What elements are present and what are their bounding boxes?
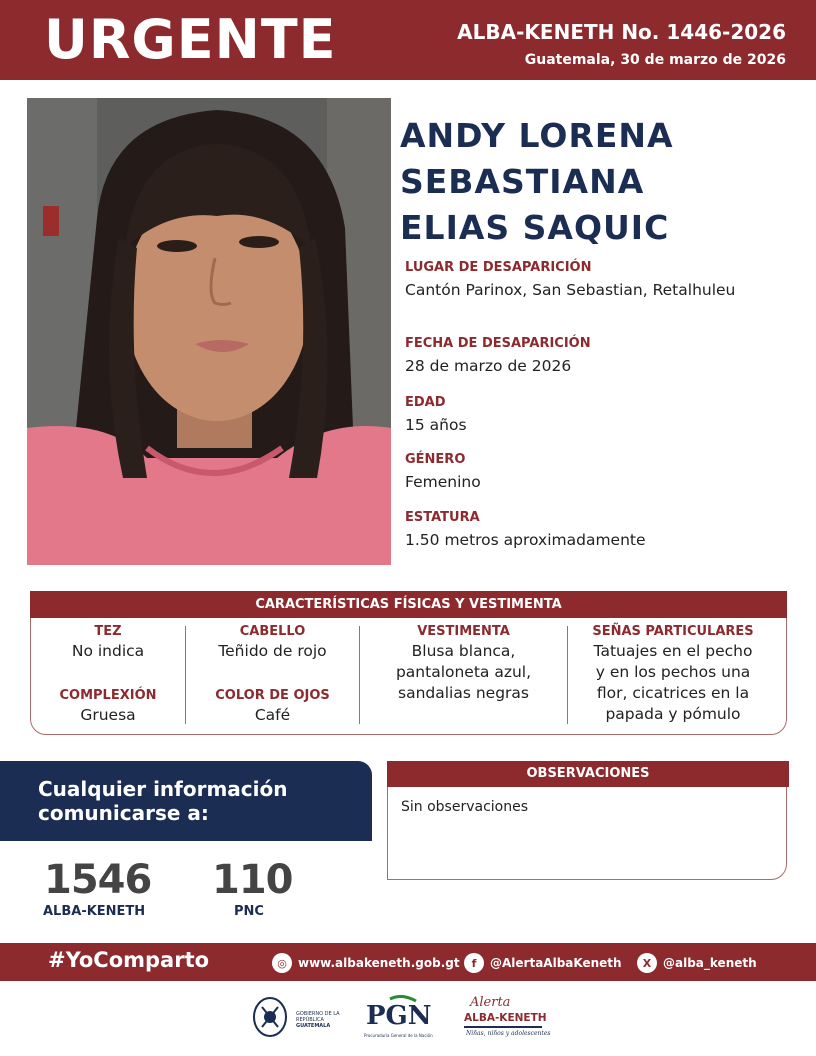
marks-line: papada y pómulo [605,705,741,723]
hair-block [186,624,359,662]
field-label: EDAD [405,395,446,410]
marks-line: flor, cicatrices en la [596,684,750,702]
field-label: GÉNERO [405,452,466,467]
alba-keneth-logo [464,995,551,1043]
contact-heading-line: Cualquier información [38,777,288,801]
gobierno-logo [250,995,360,1043]
hair-label: CABELLO [239,624,306,639]
clothing-line: Blusa blanca, [411,642,516,660]
observations-text: Sin observaciones [401,799,529,815]
field-value: 15 años [405,416,467,434]
facebook-link[interactable] [464,952,622,974]
field-age [405,395,805,434]
complexion-label: COMPLEXIÓN [59,688,157,703]
x-text: @alba_keneth [663,956,757,970]
x-icon: X [637,953,657,973]
field-gender [405,452,805,491]
alert-number: ALBA-KENETH No. 1446-2026 [457,20,786,44]
field-label: LUGAR DE DESAPARICIÓN [405,260,592,275]
clothing-label: VESTIMENTA [417,624,510,639]
alba-subtitle: Niñas, niños y adolescentes [466,1030,551,1037]
coat-of-arms-icon [250,995,290,1039]
alba-text: ALBA-KENETH [464,1012,547,1024]
field-date [405,336,805,375]
phone-number-pnc[interactable]: 110 [212,857,293,903]
marks-block [568,624,778,725]
observations-title: OBSERVACIONES [387,761,789,787]
social-bar [0,943,816,981]
field-value: 1.50 metros aproximadamente [405,531,646,549]
tez-label: TEZ [94,624,122,639]
marks-line: Tatuajes en el pecho [593,642,753,660]
tez-value: No indica [71,642,145,660]
alert-date: Guatemala, 30 de marzo de 2026 [524,52,786,68]
eye-color-value: Café [254,706,291,724]
marks-value [568,641,778,725]
field-value: 28 de marzo de 2026 [405,357,572,375]
person-name [400,113,800,251]
field-value: Femenino [405,473,481,491]
complexion-block [31,688,185,726]
header-bar [0,0,816,80]
name-line: ANDY LORENA [400,116,674,155]
facebook-text: @AlertaAlbaKeneth [490,956,622,970]
urgent-badge: URGENTE [44,8,337,71]
facebook-icon: f [464,953,484,973]
person-photo [27,98,391,565]
alerta-text: Alerta [470,995,511,1010]
globe-icon: ◎ [272,953,292,973]
contact-panel [0,761,372,841]
hashtag: #YoComparto [48,948,210,972]
field-height [405,510,805,549]
marks-label: SEÑAS PARTICULARES [592,624,754,639]
characteristics-box [30,591,787,735]
characteristics-title: CARACTERÍSTICAS FÍSICAS Y VESTIMENTA [30,591,787,618]
website-text: www.albakeneth.gob.gt [298,956,460,970]
phone-number-alba[interactable]: 1546 [44,857,152,903]
phone-label-pnc: PNC [234,904,264,919]
phone-label-alba: ALBA-KENETH [43,904,146,919]
pgn-subtitle: Procuraduría General de la Nación [364,1033,433,1038]
field-location [405,260,805,299]
clothing-value [360,641,567,704]
name-line: SEBASTIANA [400,162,645,201]
clothing-block [360,624,567,704]
contact-heading [38,777,358,825]
gobierno-line: GOBIERNO DE LA REPÚBLICA [296,1011,340,1023]
name-line: ELIAS SAQUIC [400,208,670,247]
eye-color-block [186,688,359,726]
contact-heading-line: comunicarse a: [38,801,209,825]
website-link[interactable] [272,952,460,974]
field-label: FECHA DE DESAPARICIÓN [405,336,591,351]
field-label: ESTATURA [405,510,480,525]
alba-underline [464,1026,542,1028]
gobierno-line: GUATEMALA [296,1023,331,1029]
pgn-text: PGN [366,1001,432,1031]
pgn-logo [362,995,448,1043]
hair-value: Teñido de rojo [218,642,327,660]
tez-block [31,624,185,662]
field-value: Cantón Parinox, San Sebastian, Retalhuleu [405,281,736,299]
marks-line: y en los pechos una [595,663,751,681]
clothing-line: sandalias negras [398,684,529,702]
complexion-value: Gruesa [80,706,136,724]
observations-box [387,761,787,880]
eye-color-label: COLOR DE OJOS [215,688,330,703]
clothing-line: pantaloneta azul, [395,663,532,681]
x-link[interactable] [637,952,757,974]
